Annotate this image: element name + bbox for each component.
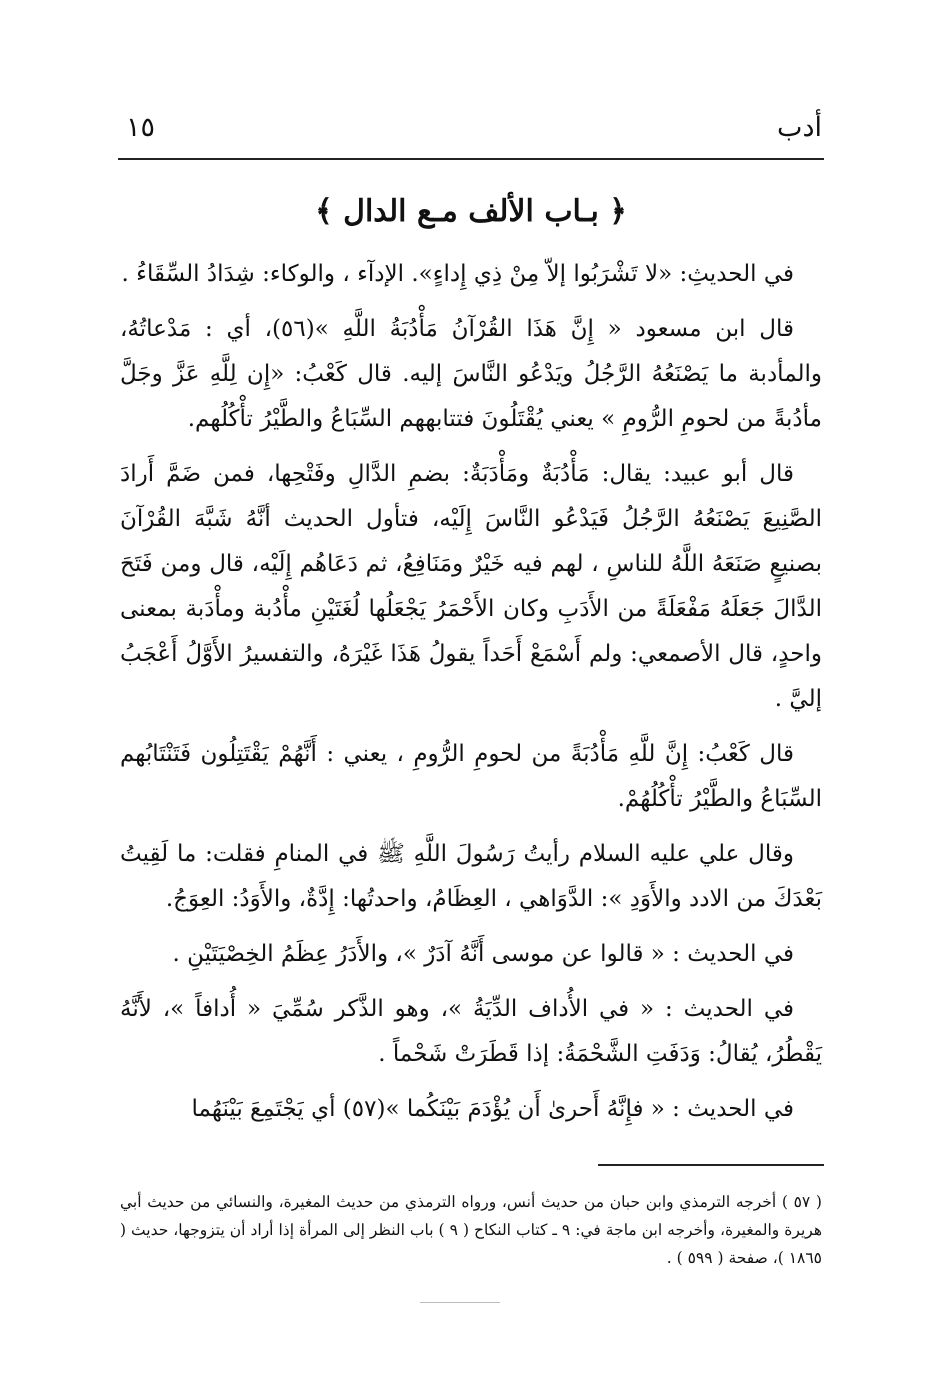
footnotes [120, 1188, 822, 1272]
footnote-57: ( ٥٧ ) أخرجه الترمذي وابن حبان من حديث أنس، ورواه الترمذي من حديث المغيرة، والنسائي من حديث أبي هريرة والمغيرة، وأخرجه ابن ماجة في: ٩ ـ كتاب النكاح ( ٩ ) باب النظر إلى المرأة إذا أراد أن يتزوجها، حديث ( ١٨٦٥ )، صفحة ( ٥٩٩ ) . [120, 1193, 822, 1267]
paragraph-ibn-masud: قال ابن مسعود « إِنَّ هَذَا القُرْآنُ مَأْدُبَةُ اللَّهِ »(٥٦)، أي : مَدْعاتُهُ، والمأدبة ما يَصْنَعُهُ الرَّجُلُ ويَدْعُو النَّاسَ إليه. قال كَعْبُ: «إِن لِلَّهِ عَزَّ وجَلَّ مأدُبةً من لحومِ الرُّومِ » يعني يُقْتَلُونَ فتتابههم السِّبَاعُ والطَّيْرُ تأْكُلُهم. [120, 316, 822, 432]
running-header-word: أدب [777, 112, 822, 143]
running-header [120, 108, 822, 148]
paragraph-kaab: قال كَعْبُ: إِنَّ للَّهِ مَأْدُبَةً من لحومِ الرُّومِ ، يعني : أَنَّهُمْ يَقْتَتِلُون فَتَنْتَابُهم السِّبَاعُ والطَّيْرُ تأْكُلُهُمْ. [120, 741, 822, 812]
paragraph-ali: وقال علي عليه السلام رأيتُ رَسُولَ اللَّهِ ﷺ في المنامِ فقلت: ما لَقِيتُ بَعْدَكَ من الادد والأَوَدِ »: الدَّوَاهي ، العِظَامُ، واحدتُها: إِدَّةٌ، والأَوَدُ: العِوَجُ. [120, 841, 822, 912]
paragraph-yudam: في الحديث : « فإِنَّهُ أَحرىٰ أَن يُؤْدَمَ بَيْنَكُما »(٥٧) أي يَجْتَمِعَ بَيْنَهُما [191, 1096, 794, 1122]
bottom-divider [420, 1302, 500, 1303]
paragraph-hadith-drinking: في الحديثِ: «لا تَشْرَبُوا إلاّ مِنْ ذِي إِداءٍ». الإدآء ، والوكاء: شِدَادُ السِّقَاءُ . [121, 261, 794, 287]
page-number: ١٥ [126, 112, 156, 143]
chapter-title: ﴿ بـاب الألف مـع الدال ﴾ [315, 194, 627, 229]
footnote-rule [598, 1164, 824, 1166]
paragraph-musa: في الحديث : « قالوا عن موسى أَنَّهُ آدَرٌ »، والأَدَرُ عِظَمُ الخِصْيَتَيْنِ . [172, 941, 794, 967]
header-rule [118, 158, 824, 160]
body-text [120, 252, 822, 1142]
paragraph-abu-ubaid: قال أبو عبيد: يقال: مَأْدُبَةٌ ومَأْدَبَةٌ: بضمِ الدَّالِ وفَتْحِها، فمن ضَمَّ أَرادَ الصَّنِيعَ يَصْنَعُهُ الرَّجُلُ فَيَدْعُو النَّاسَ إِلَيْه، فتأول الحديث أنَّهُ شَبَّهَ القُرْآنَ بصنيعٍ صَنَعَهُ اللَّهُ للناسِ ، لهم فيه خَيْرٌ ومَنَافِعُ، ثم دَعَاهُم إِلَيْه، قال ومن فَتَحَ الدَّالَ جَعَلَهُ مَفْعَلَةً من الأَدَبِ وكان الأَحْمَرُ يَجْعَلُها لُغَتَيْنِ مأْدُبة ومأْدَبة بمعنى واحدٍ، قال الأصمعي: ولم أَسْمَعْ أَحَداً يقولُ هَذَا غَيْرَهُ، والتفسيرُ الأَوَّلُ أَعْجَبُ إليَّ . [120, 461, 822, 712]
paragraph-udaf: في الحديث : « في الأُداف الدِّيَةُ »، وهو الذَّكر سُمِّيَ « أُدافاً »، لأَنَّهُ يَقْطُرُ، يُقالُ: وَدَفَتِ الشَّحْمَةُ: إذا قَطَرَتْ شَحْماً . [120, 996, 822, 1067]
